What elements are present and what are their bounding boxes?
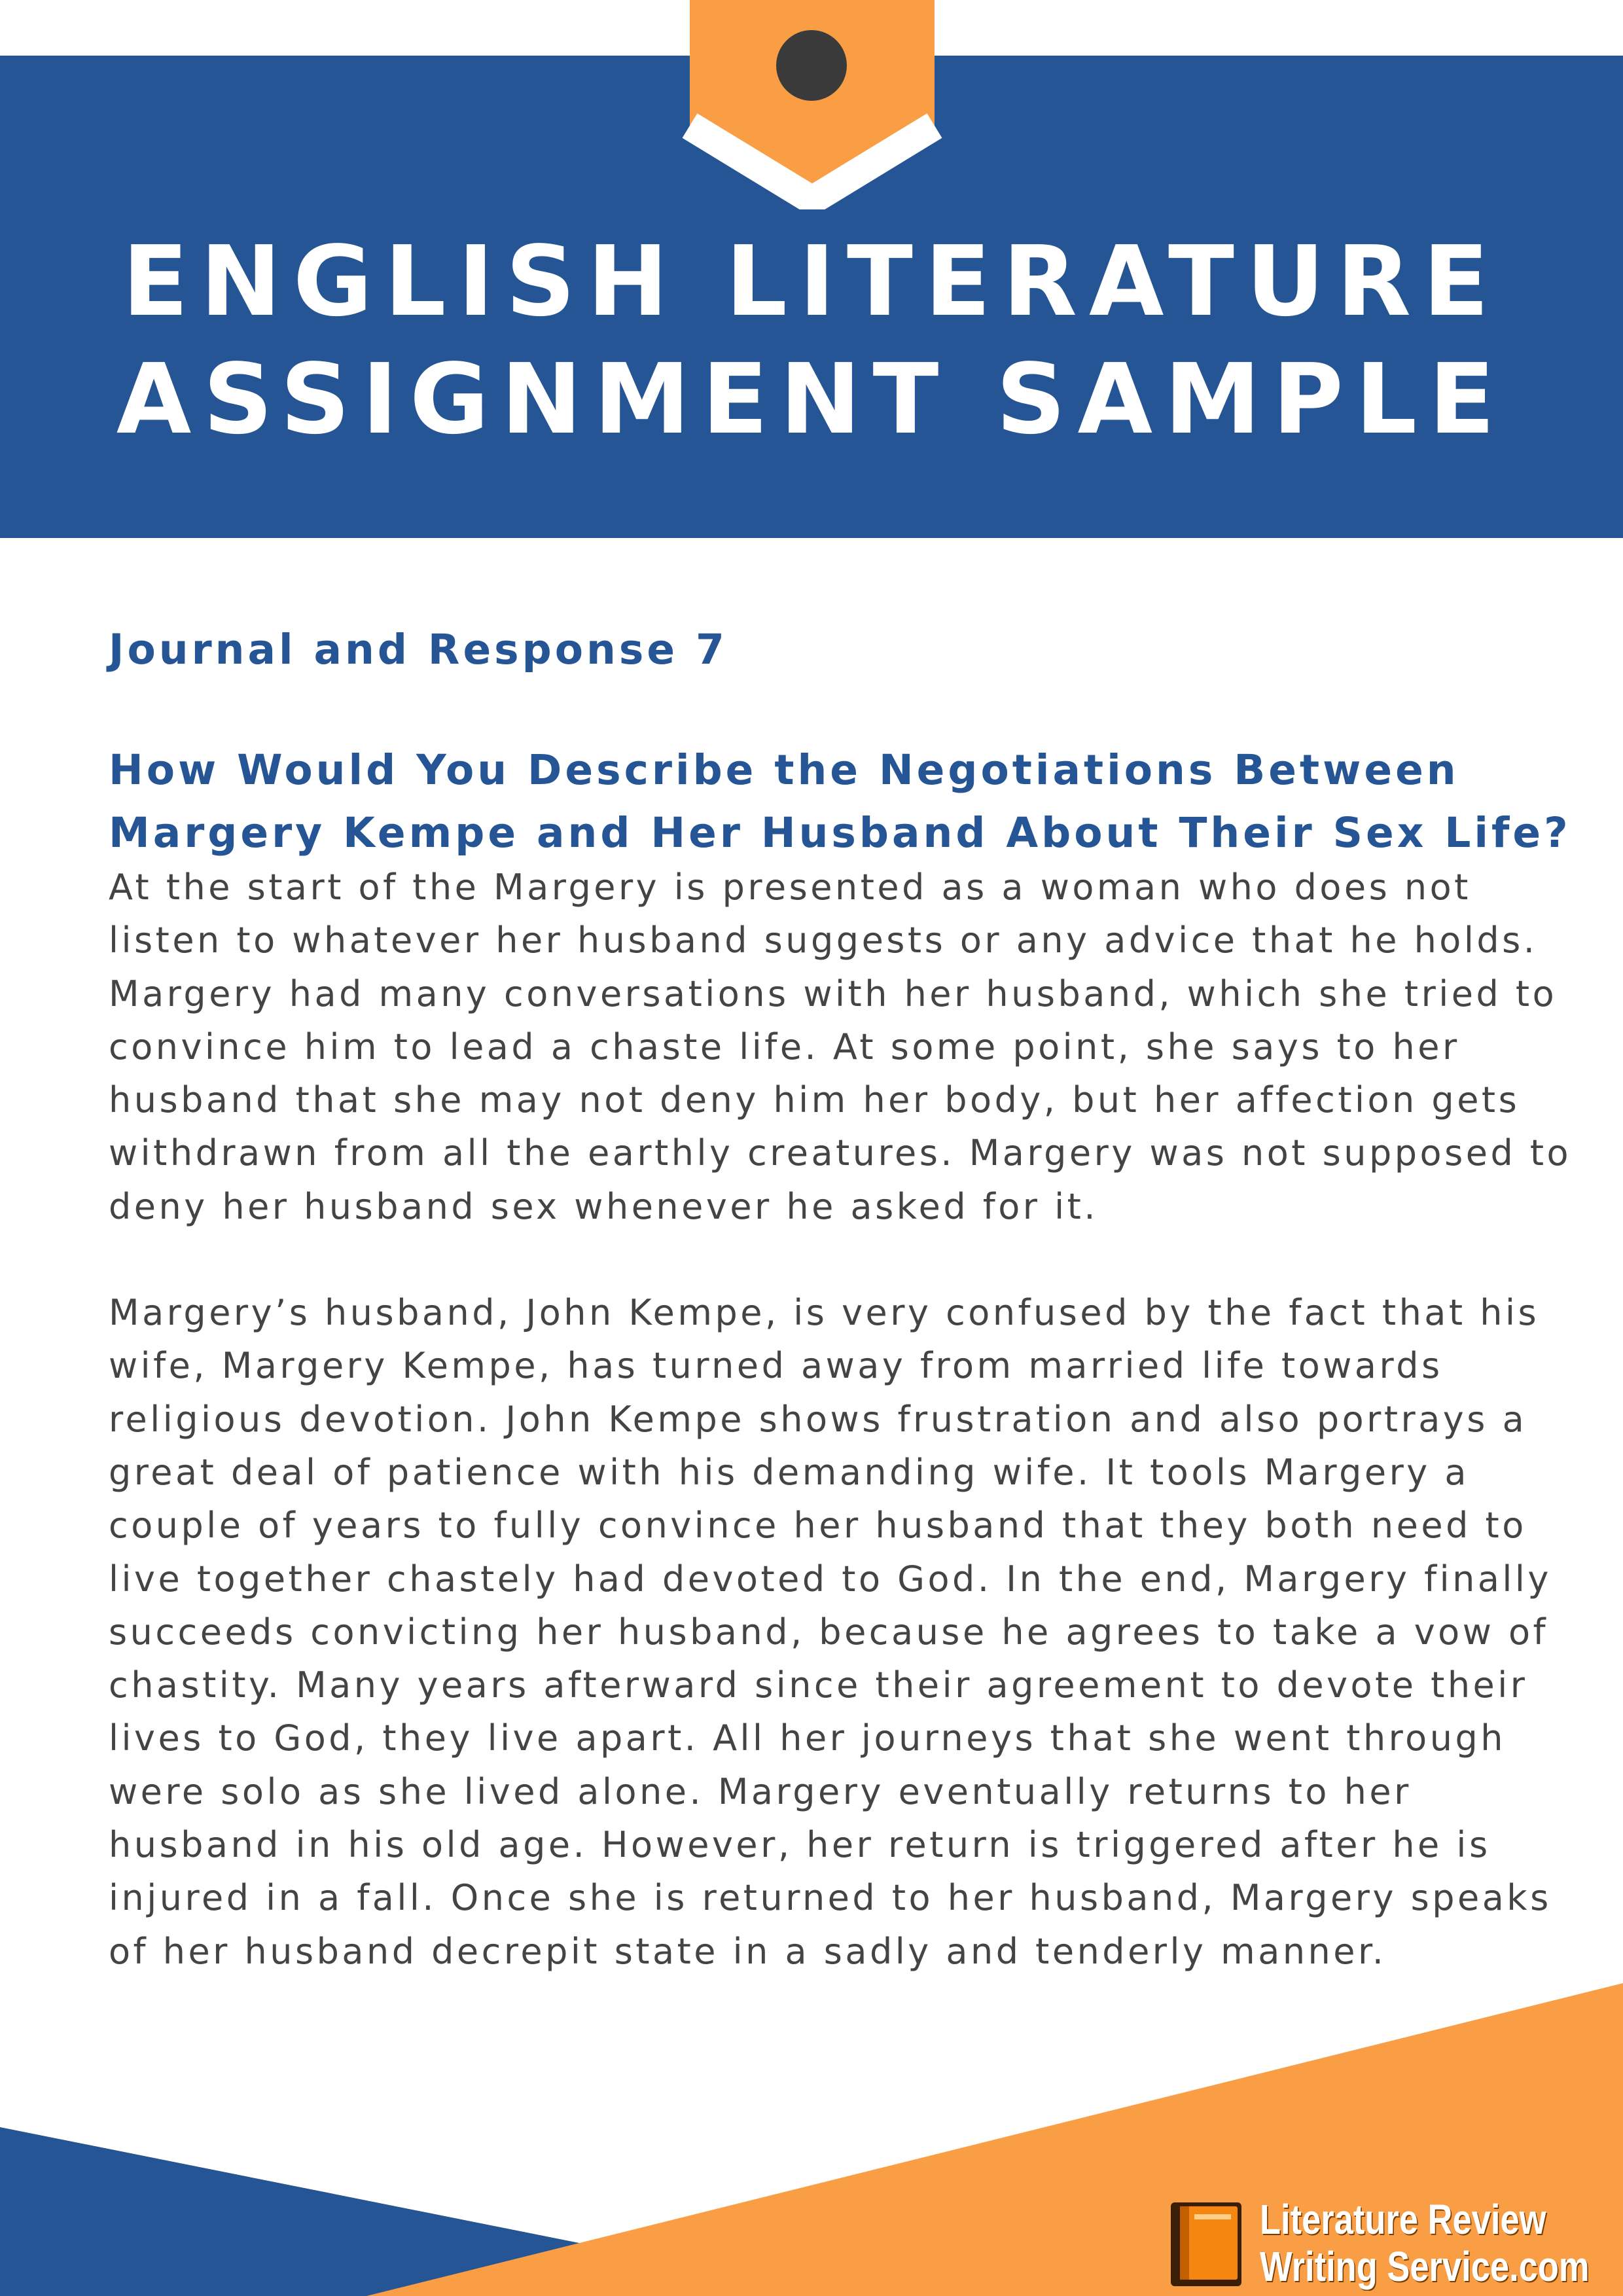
book-icon xyxy=(1168,2198,1247,2290)
title-line-1: ENGLISH LITERATURE xyxy=(122,225,1501,338)
pendant-tag xyxy=(0,0,1623,209)
pendant-dot xyxy=(776,30,847,101)
paragraph-2: Margery’s husband, John Kempe, is very confused by the fact that his wife, Margery Kempe, has turned away from married life towards religious devotion. John Kempe shows frustration and also portrays a great deal of patience with his demanding wife. It tools Margery a couple of years to fully convince her husband that they both need to live together chastely had devoted to God. In the end, Margery finally succeeds convicting her husband, because he agrees to take a vow of chastity. Many years afterward since their agreement to devote their lives to God, they live apart. All her journeys that she went through were solo as she lived alone. Margery eventually returns to her husband in his old age. However, her return is triggered after he is injured in a fall. Once she is returned to her husband, Margery speaks of her husband decrepit state in a sadly and tenderly manner. xyxy=(109,1292,1552,1972)
logo-text xyxy=(1260,2196,1590,2290)
page-title xyxy=(0,223,1623,458)
document-body xyxy=(109,619,1581,1978)
brand-logo[interactable] xyxy=(1168,2196,1613,2294)
logo-line-1: Literature Review xyxy=(1260,2196,1546,2243)
logo-line-2: Writing Service.com xyxy=(1260,2243,1590,2290)
title-line-2: ASSIGNMENT SAMPLE xyxy=(116,343,1507,456)
paragraph-1: At the start of the Margery is presented as a woman who does not listen to whatever her husband suggests or any advice that he holds. Margery had many conversations with her husband, which she tried to convince him to lead a chaste life. At some point, she says to her husband that she may not deny him her body, but her affection gets withdrawn from all the earthly creatures. Margery was not supposed to deny her husband sex whenever he asked for it. xyxy=(109,867,1572,1227)
question-heading: How Would You Describe the Negotiations Between Margery Kempe and Her Husband About Their Sex Life? xyxy=(109,746,1571,857)
section-subheading: Journal and Response 7 xyxy=(109,626,728,673)
